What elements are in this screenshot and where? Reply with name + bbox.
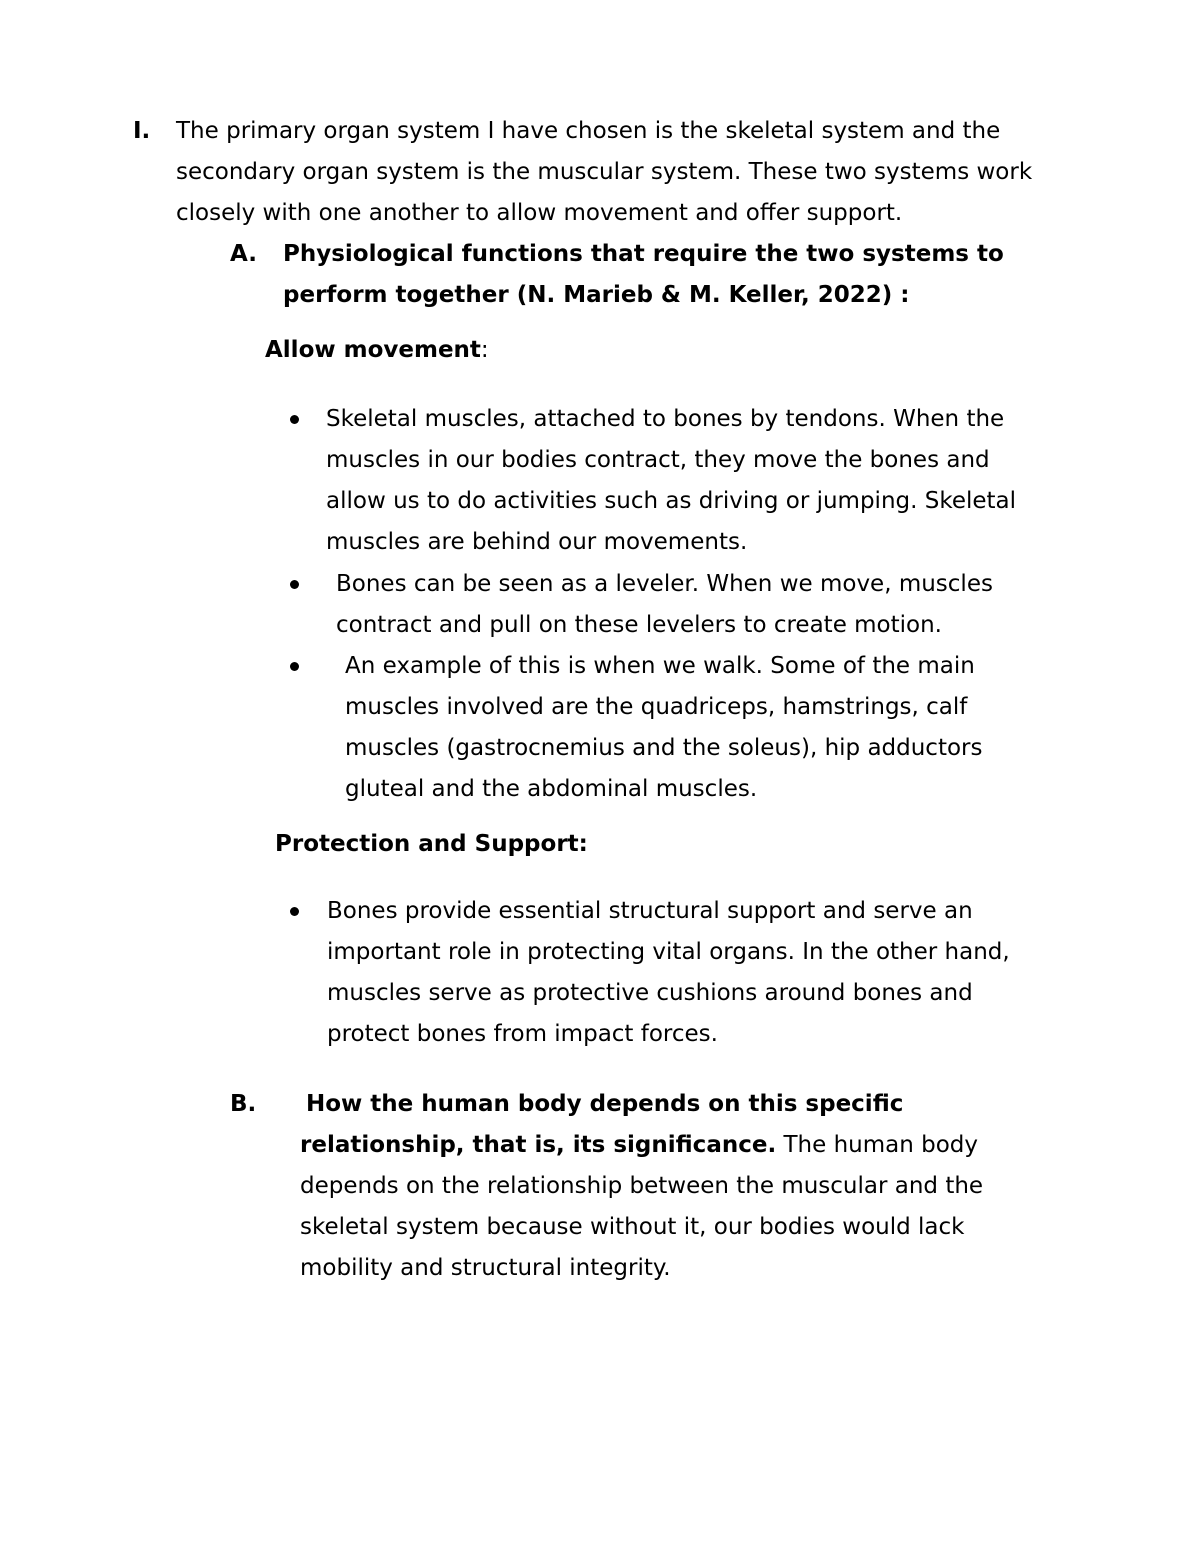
- section-b-paragraph: [300, 1084, 1030, 1289]
- bullet-icon: [290, 415, 299, 424]
- bullet-icon: [290, 662, 299, 671]
- section-i-marker: I.: [133, 118, 151, 144]
- section-i-paragraph: The primary organ system I have chosen is the skeletal system and the secondary organ system is the muscular system. These two systems work closely with one another to allow movement and offer support.: [176, 118, 1033, 226]
- allow-movement-label: Allow movement: [265, 337, 481, 363]
- section-b-heading: How the human body depends on this specific relationship, that is, its significance.: [300, 1091, 904, 1158]
- allow-movement-bullet-1: Skeletal muscles, attached to bones by tendons. When the muscles in our bodies contract, they move the bones and allow us to do activities such as driving or jumping. Skeletal muscles are behind our movements.: [326, 406, 1017, 555]
- bullet-icon: [290, 580, 299, 589]
- section-b-text: The human body depends on the relationship between the muscular and the skeletal system because without it, our bodies would lack mobility and structural integrity.: [300, 1132, 984, 1281]
- allow-movement-bullet-3: An example of this is when we walk. Some of the main muscles involved are the quadriceps, hamstrings, calf muscles (gastrocnemius and the soleus), hip adductors gluteal and the abdominal muscles.: [345, 653, 983, 802]
- section-a-marker: A.: [230, 241, 257, 267]
- bullet-icon: [290, 907, 299, 916]
- allow-movement-colon: :: [480, 337, 489, 363]
- allow-movement-bullet-2: Bones can be seen as a leveler. When we move, muscles contract and pull on these levelers to create motion.: [336, 571, 993, 638]
- protection-support-bullet-1: Bones provide essential structural support and serve an important role in protecting vital organs. In the other hand, muscles serve as protective cushions around bones and protect bones from impact forces.: [327, 898, 1010, 1047]
- section-a-heading: Physiological functions that require the two systems to perform together (N. Marieb & M. Keller, 2022) :: [283, 241, 1004, 308]
- section-b-marker: B.: [230, 1091, 257, 1117]
- allow-movement-heading: [265, 330, 489, 371]
- protection-support-heading: Protection and Support:: [275, 831, 588, 857]
